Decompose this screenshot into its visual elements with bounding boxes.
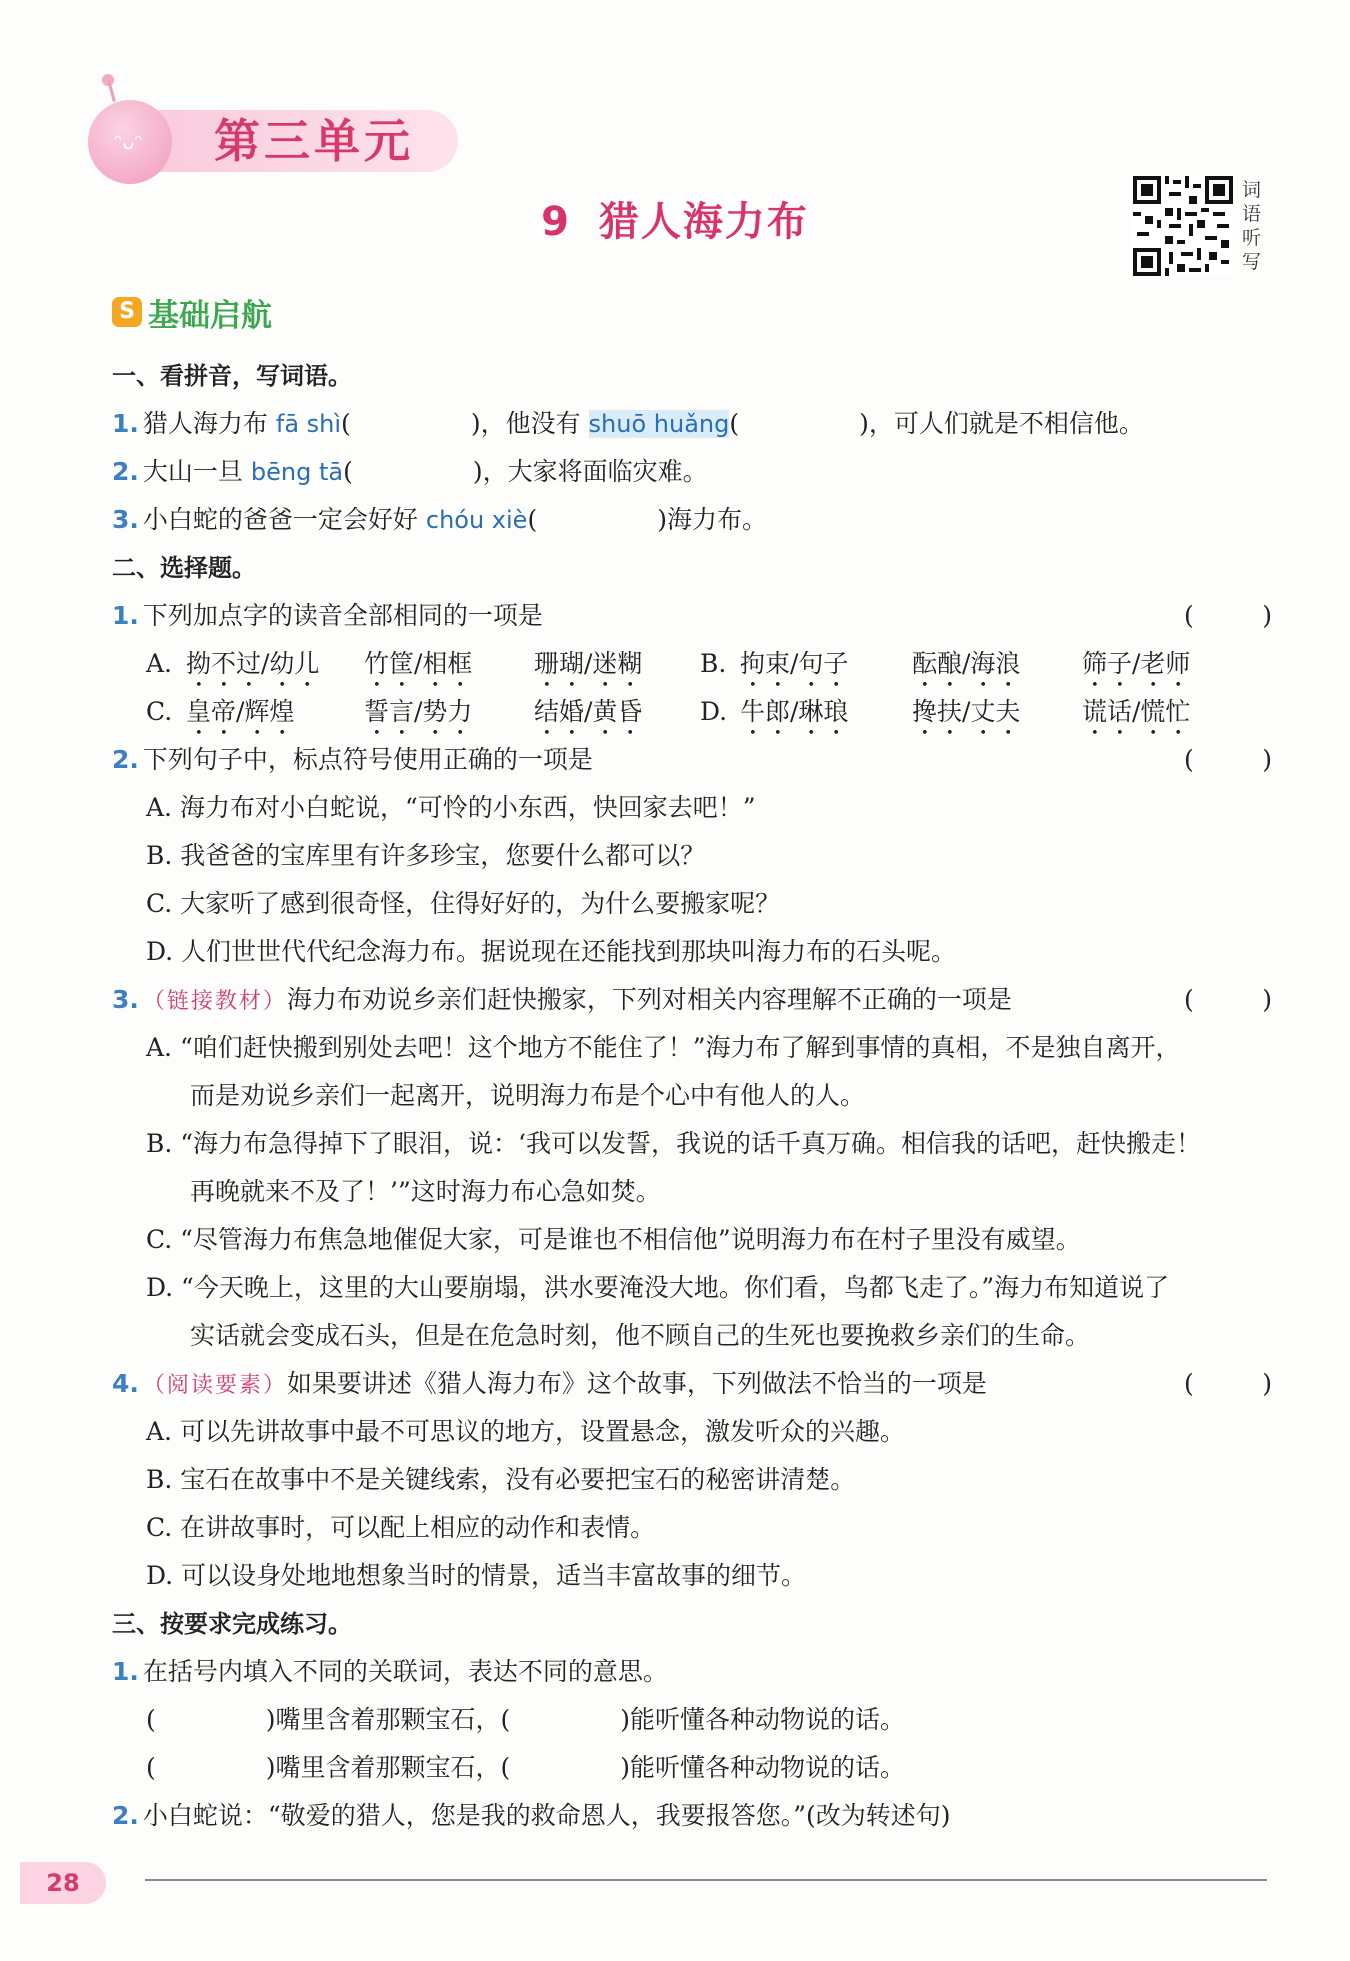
unit-title: 第三单元 — [214, 114, 414, 168]
page-number: 28 — [20, 1862, 106, 1904]
mascot-icon: ᵔᴗᵔ — [88, 100, 172, 184]
part2-q1-row2: C. 皇帝/辉煌 誓言/势力 结婚/黄昏 D. 牛郎/琳琅 搀扶/丈夫 谎话/慌忙 — [146, 697, 1191, 726]
tag-label: （阅读要素） — [142, 1373, 287, 1398]
answer-paren[interactable]: ( ) — [1184, 1369, 1272, 1398]
part2-q1-row1: A. 拗不过/幼儿 竹筐/相框 珊瑚/迷糊 B. 拘束/句子 酝酿/海浪 筛子/老师 — [146, 649, 1191, 678]
part1-q1: 1. 猎人海力布 fā shì( )，他没有 shuō huǎng( )，可人们就是不相信他。 — [112, 409, 1144, 438]
option: D. “今天晚上，这里的大山要崩塌，洪水要淹没大地。你们看，鸟都飞走了。”海力布知道说了 — [146, 1273, 1170, 1302]
option: C. 大家听了感到很奇怪，住得好好的，为什么要搬家呢？ — [146, 889, 781, 918]
answer-paren[interactable]: ( ) — [1184, 985, 1272, 1014]
part2-q3: 3. （链接教材）海力布劝说乡亲们赶快搬家，下列对相关内容理解不正确的一项是 ( ) — [112, 976, 1272, 1024]
part2-q4: 4. （阅读要素）如果要讲述《猎人海力布》这个故事，下列做法不恰当的一项是 ( ) — [112, 1360, 1272, 1408]
answer-paren[interactable]: ( ) — [1184, 745, 1272, 774]
option: A. 可以先讲故事中最不可思议的地方，设置悬念，激发听众的兴趣。 — [146, 1417, 905, 1446]
option-continued: 而是劝说乡亲们一起离开，说明海力布是个心中有他人的人。 — [190, 1081, 866, 1110]
part2-q1: 1. 下列加点字的读音全部相同的一项是 ( ) — [112, 592, 1272, 640]
part3-q2: 2. 小白蛇说：“敬爱的猎人，您是我的救命恩人，我要报答您。”(改为转述句) — [112, 1801, 951, 1830]
pinyin: shuō huǎng — [588, 410, 730, 438]
lesson-number: 9 — [541, 199, 571, 245]
answer-line[interactable] — [145, 1879, 1267, 1881]
fill-row: ( )嘴里含着那颗宝石，( )能听懂各种动物说的话。 — [146, 1705, 906, 1734]
part1-heading: 一、看拼音，写词语。 — [112, 362, 352, 390]
exercise-content — [112, 352, 1272, 1840]
section-header — [112, 292, 272, 332]
rudder-icon: S — [112, 297, 142, 327]
part1-q2: 2. 大山一旦 bēng tā( )，大家将面临灾难。 — [112, 457, 708, 486]
option: A. 海力布对小白蛇说，“可怜的小东西，快回家去吧！” — [146, 793, 756, 822]
part2-heading: 二、选择题。 — [112, 554, 256, 582]
option: C. “尽管海力布焦急地催促大家，可是谁也不相信他”说明海力布在村子里没有威望。 — [146, 1225, 1081, 1254]
part2-q2: 2. 下列句子中，标点符号使用正确的一项是 ( ) — [112, 736, 1272, 784]
pinyin: chóu xiè — [425, 506, 528, 534]
part1-q3: 3. 小白蛇的爸爸一定会好好 chóu xiè( )海力布。 — [112, 505, 767, 534]
option: C. 在讲故事时，可以配上相应的动作和表情。 — [146, 1513, 656, 1542]
lesson-name: 猎人海力布 — [598, 199, 809, 245]
option: A. “咱们赶快搬到别处去吧！这个地方不能住了！”海力布了解到事情的真相，不是独自离开， — [146, 1033, 1181, 1062]
option-continued: 再晚就来不及了！’”这时海力布心急如焚。 — [190, 1177, 661, 1206]
option-continued: 实话就会变成石头，但是在危急时刻，他不顾自己的生死也要挽救乡亲们的生命。 — [190, 1321, 1091, 1350]
option: B. 我爸爸的宝库里有许多珍宝，您要什么都可以？ — [146, 841, 706, 870]
answer-paren[interactable]: ( ) — [1184, 601, 1272, 630]
section-title: 基础启航 — [148, 297, 272, 334]
option: D. 人们世世代代纪念海力布。据说现在还能找到那块叫海力布的石头呢。 — [146, 937, 957, 966]
option: D. 可以设身处地地想象当时的情景，适当丰富故事的细节。 — [146, 1561, 807, 1590]
qr-code-icon[interactable] — [1133, 176, 1233, 276]
pinyin: fā shì — [275, 410, 342, 438]
unit-banner — [88, 100, 468, 180]
qr-label: 词 语 听 写 — [1242, 179, 1262, 273]
pinyin: bēng tā — [250, 458, 344, 486]
option: B. “海力布急得掉下了眼泪，说：‘我可以发誓，我说的话千真万确。相信我的话吧，赶快搬走！ — [146, 1129, 1201, 1158]
part3-q1: 1. 在括号内填入不同的关联词，表达不同的意思。 — [112, 1657, 668, 1686]
tag-label: （链接教材） — [142, 989, 287, 1014]
part3-heading: 三、按要求完成练习。 — [112, 1610, 352, 1638]
option: B. 宝石在故事中不是关键线索，没有必要把宝石的秘密讲清楚。 — [146, 1465, 856, 1494]
fill-row: ( )嘴里含着那颗宝石，( )能听懂各种动物说的话。 — [146, 1753, 906, 1782]
